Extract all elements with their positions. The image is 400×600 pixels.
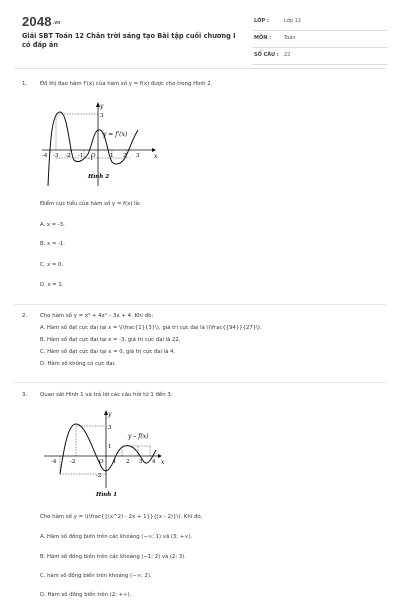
x-tick-minus-2: -2: [70, 459, 76, 465]
q3-option-d[interactable]: D. Hàm số đồng biến trên (2; +∞).: [40, 592, 132, 598]
origin-label: O: [91, 153, 96, 159]
q3-option-a[interactable]: A. Hàm số đồng biến trên các khoảng (−∞; 1) và (3; +∞).: [40, 534, 193, 540]
meta-value: Toán: [284, 35, 296, 41]
origin-label: O: [99, 459, 104, 465]
header-divider: [14, 68, 386, 69]
question-stem: Quan sát Hình 1 và trả lời các câu hỏi từ 1 đến 3.: [40, 392, 173, 398]
meta-row-count: [252, 48, 388, 65]
meta-value: 22: [284, 52, 291, 58]
logo-suffix: .vn: [52, 19, 61, 26]
q2-option-a[interactable]: A. Hàm số đạt cực đại tại x = \(\frac{1}{3}\), giá trị cực đại là \(\frac{{94}}{27}\).: [40, 325, 262, 331]
curve-label: y = f'(x): [103, 131, 128, 138]
x-tick-1: 1: [110, 153, 114, 159]
q3-graph: [40, 408, 170, 502]
x-axis-label: x: [154, 153, 158, 160]
x-tick-2: 2: [123, 153, 127, 159]
meta-key: SỐ CÂU :: [254, 52, 279, 58]
figure-caption: Hình 2: [88, 174, 110, 180]
y-tick-3: 3: [100, 113, 104, 119]
question-prompt: Điểm cực tiểu của hàm số y = f(x) là:: [40, 201, 141, 207]
x-tick-4: 4: [152, 459, 156, 465]
y-tick-1: 1: [108, 444, 112, 450]
q1-option-c[interactable]: C. x = 0.: [40, 262, 64, 268]
question-stem: Đồ thị đạo hàm f'(x) của hàm số y = f(x) được cho trong Hình 2.: [40, 81, 213, 87]
meta-key: MÔN :: [254, 35, 272, 41]
curve-label: y – f(x): [128, 433, 149, 440]
q2-option-d[interactable]: D. Hàm số không có cực đại.: [40, 361, 116, 367]
x-tick-1: 1: [113, 459, 117, 465]
header: [0, 0, 400, 64]
x-tick-minus-3: -3: [53, 153, 59, 159]
question-number: 2.: [22, 313, 28, 319]
meta-row-subject: [252, 31, 388, 48]
x-axis-arrow: [152, 148, 156, 152]
question-stem: Cho hàm số y = x³ + 4x² – 3x + 4. Khi đó:: [40, 313, 154, 319]
x-tick-minus-1: -1: [78, 153, 84, 159]
y-tick-minus-2: -2: [96, 473, 102, 479]
q2-option-c[interactable]: C. Hàm số đạt cực đại tại x = 0, giá trị cực đại là 4.: [40, 349, 176, 355]
meta-table: [252, 14, 388, 65]
question-number: 3.: [22, 392, 28, 398]
q1-option-b[interactable]: B. x = -1.: [40, 241, 65, 247]
q3-option-b[interactable]: B. Hàm số đồng biến trên các khoảng (−1; 2) và (2; 3).: [40, 554, 186, 560]
x-tick-3: 3: [136, 153, 140, 159]
x-tick-3: 3: [139, 459, 143, 465]
meta-row-grade: [252, 14, 388, 31]
meta-value: Lớp 12: [284, 18, 301, 24]
logo-text: 2048: [22, 14, 52, 29]
y-tick-minus-1: -1: [88, 156, 94, 162]
question-separator: [14, 382, 386, 383]
y-tick-3: 3: [108, 425, 112, 431]
x-tick-2: 2: [126, 459, 130, 465]
figure-caption: Hình 1: [96, 492, 118, 498]
q1-graph: [40, 100, 160, 192]
x-axis-label: x: [161, 459, 165, 466]
q3-option-c[interactable]: C. hàm số đồng biến trên khoảng (−∞; 2).: [40, 573, 152, 579]
q1-option-d[interactable]: D. x = 1.: [40, 282, 64, 288]
site-logo[interactable]: [22, 14, 61, 29]
q2-option-b[interactable]: B. Hàm số đạt cực đại tại x = -3, giá trị cực đại là 22.: [40, 337, 181, 343]
x-tick-minus-4: -4: [51, 459, 57, 465]
x-axis-arrow: [158, 454, 162, 458]
question-prompt: Cho hàm số y = \(\frac{{(x^2) - 2x + 1}}{(x - 2)}\). Khi đó,: [40, 514, 203, 520]
x-tick-minus-2: -2: [65, 153, 71, 159]
y-axis-label: y: [108, 411, 112, 418]
q1-option-a[interactable]: A. x = -3.: [40, 222, 65, 228]
x-tick-minus-4: -4: [42, 153, 48, 159]
question-number: 1.: [22, 81, 28, 87]
document-title: Giải SBT Toán 12 Chân trời sáng tạo Bài tập cuối chương I có đáp án: [22, 32, 236, 49]
question-separator: [14, 304, 386, 305]
meta-key: LỚP :: [254, 18, 269, 24]
y-axis-label: y: [100, 103, 104, 110]
